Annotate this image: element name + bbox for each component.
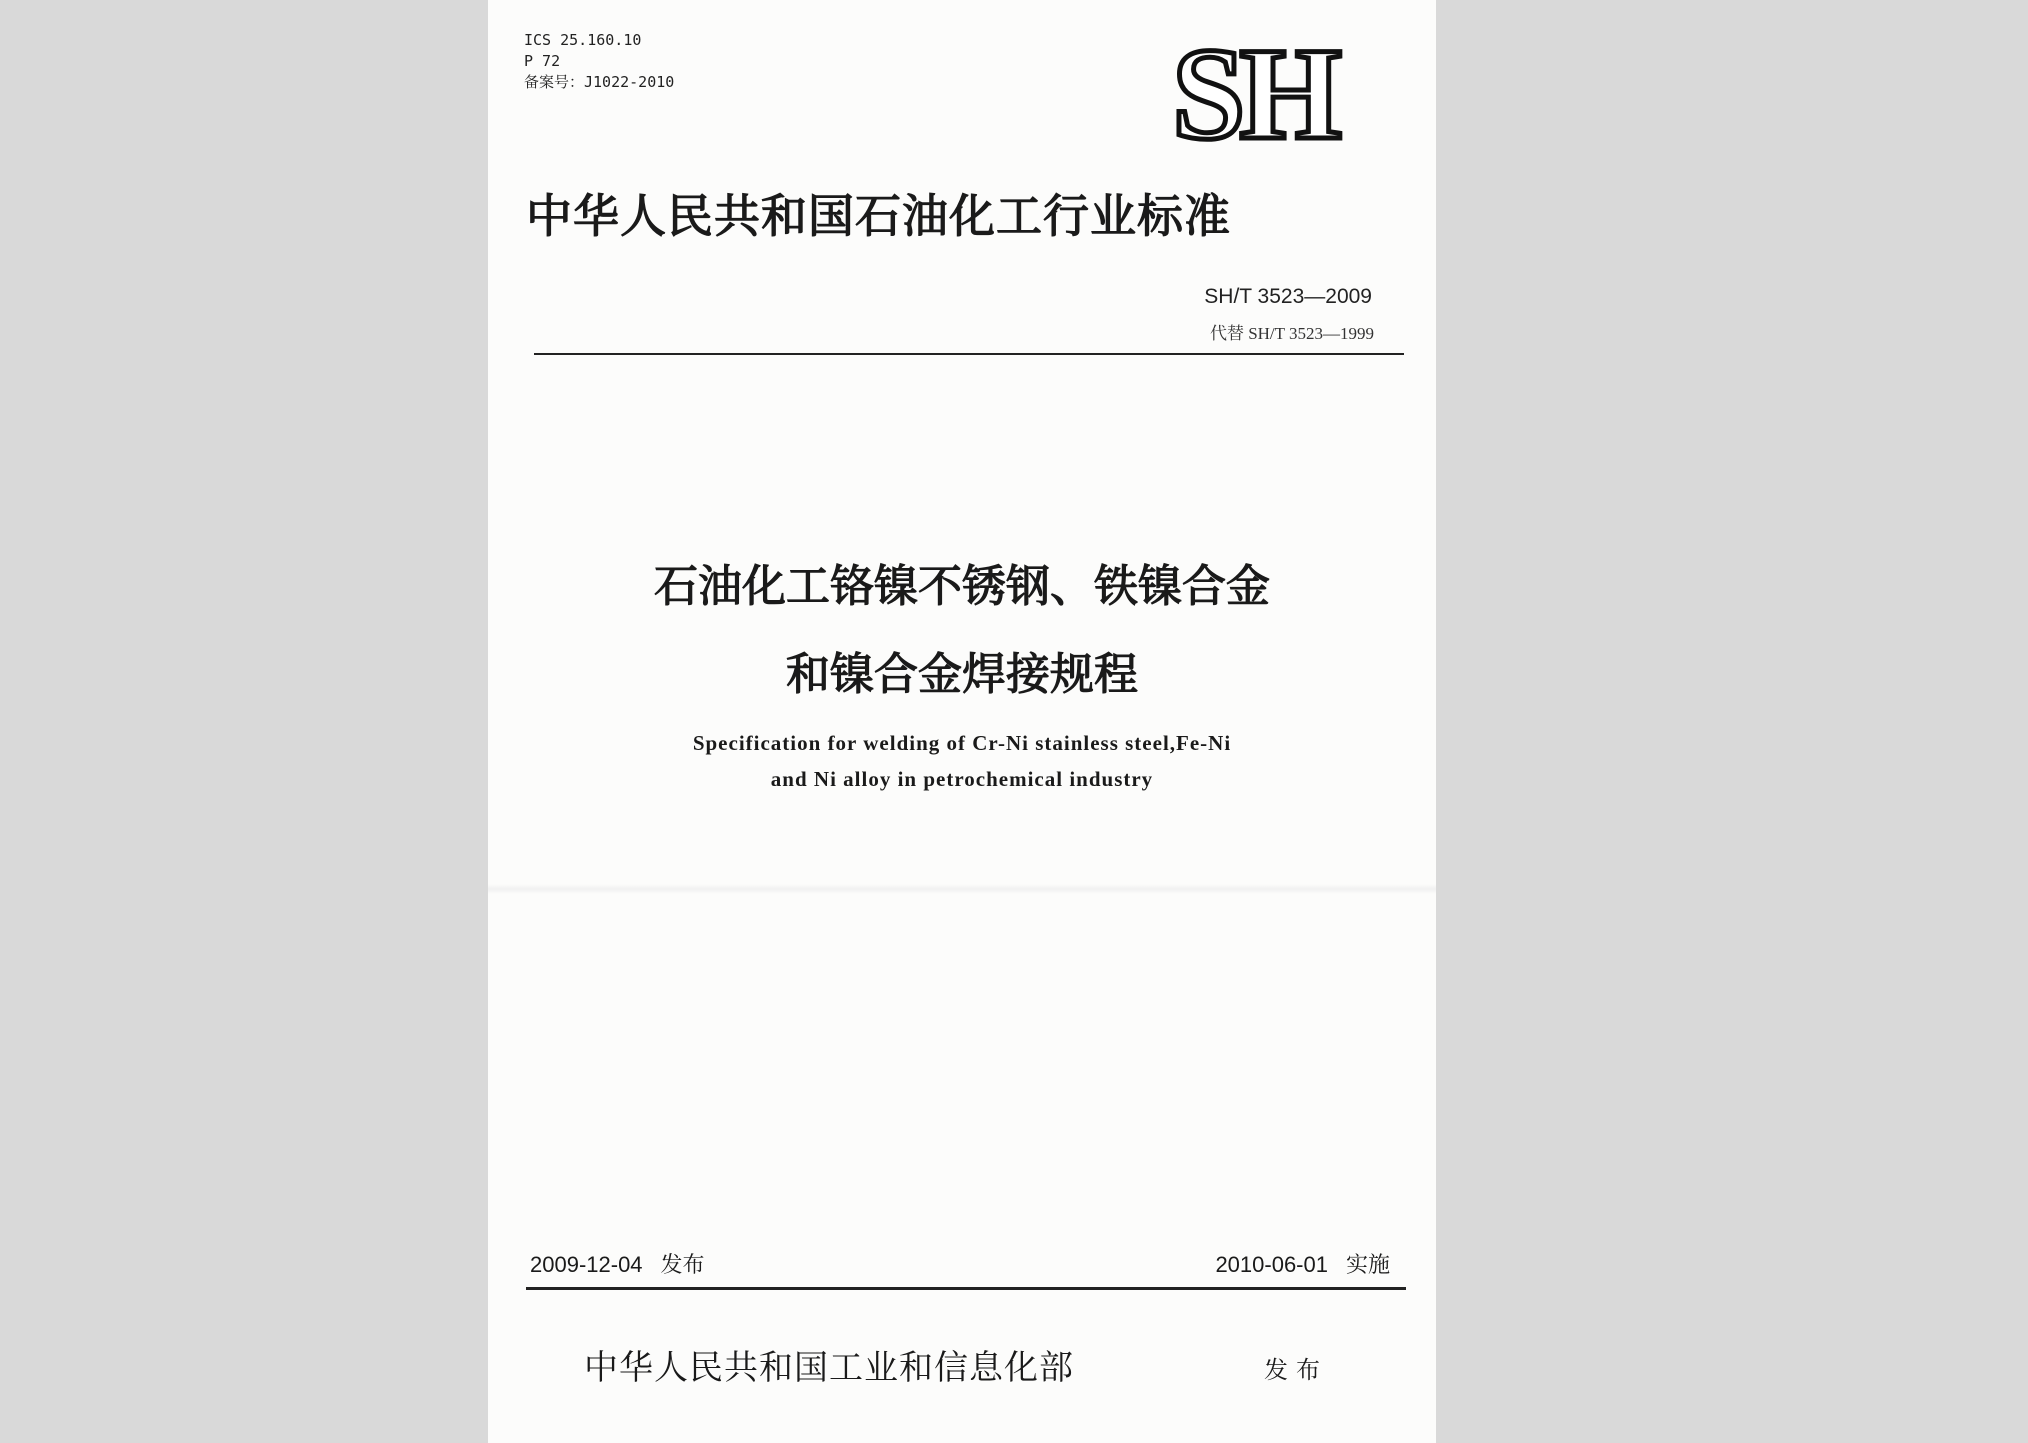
issue-date-block xyxy=(530,1248,705,1279)
implement-label: 实施 xyxy=(1345,1252,1390,1277)
classification-block xyxy=(524,30,674,93)
sh-logo xyxy=(1138,30,1370,152)
issue-date: 2009-12-04 xyxy=(530,1252,643,1277)
industry-standard-title: 中华人民共和国石油化工行业标准 xyxy=(526,189,1231,243)
ics-code: ICS 25.160.10 xyxy=(524,31,642,49)
title-cn-line2: 和镍合金焊接规程 xyxy=(786,649,1138,700)
issue-label: 发布 xyxy=(660,1252,705,1277)
implement-date-block xyxy=(1215,1248,1390,1279)
implement-date: 2010-06-01 xyxy=(1215,1252,1328,1277)
title-cn-line1: 石油化工铬镍不锈钢、铁镍合金 xyxy=(654,561,1270,612)
standard-code: SH/T 3523—2009 xyxy=(1204,285,1372,308)
record-number: 备案号：J1022-2010 xyxy=(524,73,675,91)
document-page xyxy=(488,0,1436,1443)
title-en-line1: Specification for welding of Cr-Ni stainless steel,Fe-Ni xyxy=(692,731,1232,755)
paper-fold-shadow xyxy=(488,884,1436,894)
title-en-line2: and Ni alloy in petrochemical industry xyxy=(770,767,1154,791)
ccs-code: P 72 xyxy=(524,52,561,70)
publisher-name: 中华人民共和国工业和信息化部 xyxy=(584,1348,1074,1388)
footer-divider xyxy=(526,1287,1406,1290)
replaced-standard: 代替 SH/T 3523—1999 xyxy=(1209,324,1374,343)
publisher-action: 发布 xyxy=(1264,1356,1328,1384)
header-divider xyxy=(534,353,1404,355)
logo-text: SH xyxy=(1171,30,1337,152)
